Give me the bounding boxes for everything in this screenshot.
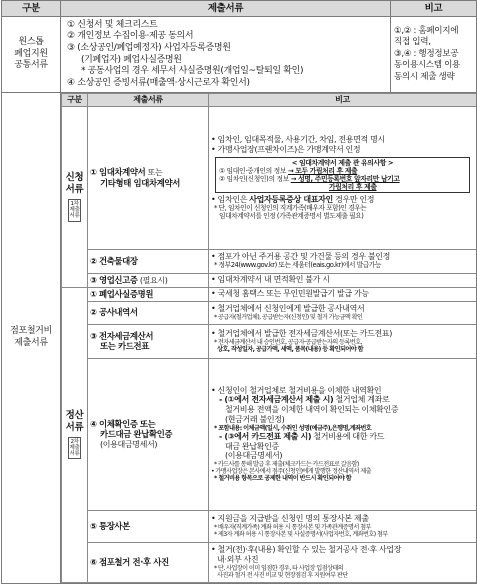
settle-doc1-name: ① 폐업사실증명원 [88,287,209,301]
demolition-detail-cell [61,93,477,584]
apply-doc-row [62,273,477,287]
settle-stage: 정산 서류 2차 제출 서류 [62,287,88,582]
settle-doc2-name: ② 공사내역서 [88,301,209,324]
inner-header-remarks: 비고 [209,94,477,107]
common-item: ② 개인정보 수집이용·제공 동의서 [67,31,194,42]
apply-doc3-remarks: • 임대차계약서 내 면적확인 불가 시 [209,273,477,287]
settle-stamp: 2차 제출 서류 [68,437,82,460]
inner-header-row [62,94,477,107]
settle-doc6-name: ⑥ 점포철거 전·후 사진 [88,542,209,582]
apply-doc-row [62,249,477,273]
apply-stamp: 1차 제출 서류 [68,199,82,222]
settle-doc-row [62,287,477,301]
common-item: * 공동사업의 경우 세무서 사실증명원(개업일~탈퇴일 확인) [81,66,304,77]
common-docs-row [2,17,477,93]
header-documents: 제출서류 [61,1,391,17]
settle-doc-row [62,510,477,542]
settle-doc4-remarks: • 신청인이 철거업체로 철거비용을 이체한 내역확인 - (①에서 전자세금계산서 제출 시) 철거업체 계좌로 철거비용 전액을 이체한 내역이 확인되는 이체확인증 (현금거래 불인정) * 포함내용: 이체금액(일시, 수취인 성명(예금주),은행명,계좌번호 - (③에서 카드전표 제출 시) 철거비용에 대한 카드 대금 완납확인증 (이용대금명세서) * 카드사를 통해 발급 후 제출(체크카드는 카드전표로 갈음함) • 가맹사업장은 본사에서 점주(신청인)에게 발행한 정산내역서 제출 * 철거비용 항목으로 공제한 내역이 반드시 확인되어야 함 [209,358,477,510]
common-items [61,17,391,93]
common-category: 원스톱 폐업지원 공통서류 [2,17,61,93]
common-remarks: ①,② : 홈페이지에 직접 입력, ③,④ : 행정정보공 동이용시스템 이용 동의시 제출 생략 [391,17,477,93]
settle-doc-row [62,542,477,582]
header-row [2,1,477,17]
settle-doc-row [62,324,477,358]
common-item: ③ (소상공인/폐업예정자) 사업자등록증명원 [67,42,231,53]
settle-doc6-remarks: • 철거(전)·후(내용) 확인할 수 있는 철거공사 전·후 사업장 내·외부 사진 * 단, 사업장이 이미 임점한 경우, 타 사업장 입점상태의 사진과 철거 전 사진 비교 및 현장점검 후 지원여부 판단 [209,542,477,582]
apply-doc1-remarks: • 임차인, 임대목적물, 사용기간, 차임, 전용면적 명시 • 가맹사업장(프랜차이즈)은 가맹계약서 인정 < 임대차계약서 제출 관 유의사항 > ① 임대인·중개인의 정보 → 모두 가림처리 후 제출 ② 임차인(신청인)의 정보 → 성명, 주민등록번호 앞자리만 남기고 가림처리 후 제출 • 임차인은 사업자등록증상 대표자인 경우만 인정 * 단, 임차인이 신청인의 직계가족(배우자 포함)인 경우는 임대차계약서를 인정 (가족관계증명서 별도제출 필요) [209,106,477,249]
header-category: 구분 [2,1,61,17]
settle-doc5-remarks: • 지원금을 지급받을 신청인 명의 통장사본 제출 * 배우자(직계가족) 계좌 허용 시 통장사본 및 가족관계증명서 첨부 * 제3자 계좌 허용 시 통장사본 및 사실증명서(사업자번호, 계좌번호) 첨부 [209,510,477,542]
common-item: ④ 소상공인 증빙서류(매출액·상시근로자 확인서) [67,77,250,88]
apply-doc3-name: ③ 영업신고증 (필요시) [88,273,209,287]
settle-doc-row [62,358,477,510]
demolition-category: 점포철거비 제출서류 [2,93,61,584]
apply-stage: 신청 서류 1차 제출 서류 [62,106,88,287]
common-item: (기폐업자) 폐업사실증명원 [81,54,182,65]
apply-doc2-name: ② 건축물대장 [88,249,209,273]
common-item: ① 신청서 및 체크리스트 [67,19,158,30]
inner-header-category: 구분 [62,94,88,107]
settle-doc1-remarks: • 국세청 홈택스 또는 무인민원발급기 발급 가능 [209,287,477,301]
settle-doc3-remarks: • 철거업체에서 발급한 전자세금계산서(또는 카드전표) * 전자세금계산서 내 승인번호, 공급자·공급받는자의 등록번호, 상호, 작성일자, 공급가액, 세액, 품목(내용) 등 확인되어야 함 [209,324,477,358]
caution-box: < 임대차계약서 제출 관 유의사항 > ① 임대인·중개인의 정보 → 모두 가림처리 후 제출 ② 임차인(신청인)의 정보 → 성명, 주민등록번호 앞자리만 남기고 가림처리 후 제출 [215,157,470,194]
document-table [1,0,477,584]
apply-doc1-name: ① 임대차계약서 또는 기타형태 임대차계약서 [88,106,209,249]
demolition-inner-table [61,93,477,583]
settle-doc3-name: ③ 전자세금계산서 또는 카드전표 [88,324,209,358]
demolition-row [2,93,477,584]
settle-doc-row [62,301,477,324]
apply-doc-row [62,106,477,249]
settle-doc4-name: ④ 이체확인증 또는 카드대금 완납확인증 (이용대금명세서) [88,358,209,510]
inner-header-documents: 제출서류 [88,94,209,107]
header-remarks: 비고 [391,1,477,17]
apply-doc2-remarks: • 점포가 아닌 주거용 공간 및 가건물 등의 경우 불인정 * 정부24(www.gov.kr) 또는 세움터(eais.go.kr)에서 발급가능 [209,249,477,273]
settle-doc5-name: ⑤ 통장사본 [88,510,209,542]
settle-doc2-remarks: • 철거업체에서 신청인에게 발급한 공사내역서 * 공급자(철거업체), 공급받는자(신청인) 및 철거 가능금액 확인 [209,301,477,324]
